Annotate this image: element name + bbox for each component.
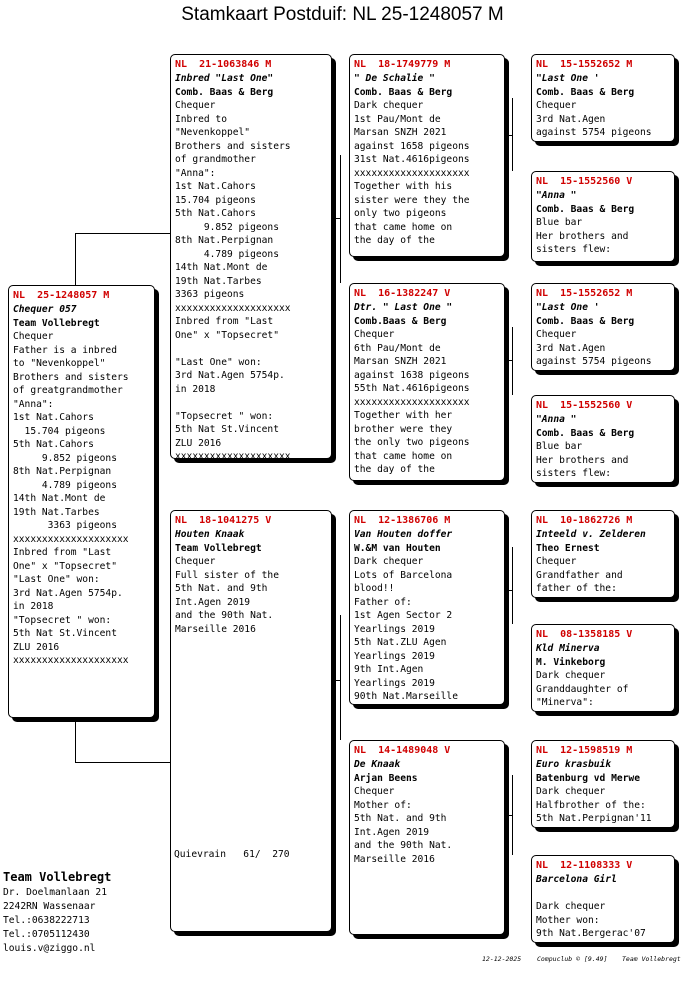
footer-owner: Team Vollebregt xyxy=(622,955,681,963)
connector-line xyxy=(75,762,170,763)
connector-line xyxy=(512,327,513,395)
pigeon-name: Dtr. " Last One " xyxy=(354,302,453,313)
pedigree-line: 31st Nat.4616pigeons xyxy=(354,154,470,165)
breeder-city: 2242RN Wassenaar xyxy=(3,901,96,912)
pedigree-line: 6th Pau/Mont de xyxy=(354,342,441,354)
pedigree-line: Marseille 2016 xyxy=(175,623,256,635)
ring-number: NL 18-1749779 M xyxy=(354,59,451,70)
owner-name: Comb. Baas & Berg xyxy=(536,86,635,98)
pedigree-line: Her brothers and xyxy=(536,454,629,466)
pedigree-line: that came home on xyxy=(354,450,453,462)
pedigree-line: Halfbrother of the: xyxy=(536,799,646,811)
pedigree-line: Granddaughter of xyxy=(536,683,629,695)
pedigree-line: the day of the xyxy=(354,235,435,246)
owner-name: W.&M van Houten xyxy=(354,542,441,554)
pedigree-line: Brothers and sisters xyxy=(13,371,129,383)
breeder-name: Team Vollebregt xyxy=(3,870,112,884)
pedigree-line: Yearlings 2019 xyxy=(354,623,435,635)
pedigree-line: One" x "Topsecret" xyxy=(175,329,279,341)
pedigree-line: Marseille 2016 xyxy=(354,853,435,865)
pedigree-line: of grandmother xyxy=(175,154,256,165)
pedigree-line: 3rd Nat.Agen 5754p. xyxy=(13,587,123,599)
pedigree-line: "Topsecret " won: xyxy=(13,614,112,626)
pedigree-line: xxxxxxxxxxxxxxxxxxxx xyxy=(354,167,470,179)
ring-number: NL 25-1248057 M xyxy=(13,290,110,301)
pedigree-line: in 2018 xyxy=(13,601,54,612)
pedigree-line: Mother won: xyxy=(536,914,600,926)
pedigree-line: to "Nevenkoppel" xyxy=(13,358,106,369)
pedigree-line: Inbred from "Last xyxy=(13,547,112,558)
pedigree-line: Blue bar xyxy=(536,441,583,452)
pedigree-line: "Anna": xyxy=(13,398,54,410)
pigeon-card-fmf xyxy=(531,283,675,371)
pigeon-name: Inbred "Last One" xyxy=(175,73,274,84)
pedigree-line: 5th Nat.Cahors xyxy=(13,439,94,450)
pedigree-line: 19th Nat.Tarbes xyxy=(13,506,100,518)
owner-name: Comb. Baas & Berg xyxy=(175,86,274,98)
pedigree-line: Mother of: xyxy=(354,799,412,811)
pedigree-line: Yearlings 2019 xyxy=(354,677,435,689)
pedigree-line: 4.789 pigeons xyxy=(175,248,279,260)
owner-name: Batenburg vd Merwe xyxy=(536,772,640,784)
pedigree-line: Together with her xyxy=(354,410,453,421)
pigeon-card-ff xyxy=(349,54,505,257)
owner-name: Comb. Baas & Berg xyxy=(536,203,635,215)
ring-number: NL 14-1489048 V xyxy=(354,745,451,756)
pedigree-line: of greatgrandmother xyxy=(13,385,123,396)
pedigree-line: Chequer xyxy=(13,331,54,342)
connector-line xyxy=(505,360,513,361)
connector-line xyxy=(340,615,341,740)
connector-line xyxy=(505,590,513,591)
pedigree-line: "Last One" won: xyxy=(13,574,100,585)
pedigree-line: Chequer xyxy=(354,786,395,797)
pedigree-line: 5th Nat.ZLU Agen xyxy=(354,637,447,648)
owner-name: Comb. Baas & Berg xyxy=(536,315,635,327)
pedigree-line: in 2018 xyxy=(175,383,216,395)
pedigree-line: sisters flew: xyxy=(536,244,612,255)
pedigree-line: 15.704 pigeons xyxy=(13,425,106,437)
pedigree-line: Chequer xyxy=(175,100,216,111)
owner-name: M. Vinkeborg xyxy=(536,656,606,668)
page-title: Stamkaart Postduif: NL 25-1248057 M xyxy=(181,4,504,25)
pedigree-line: Full sister of the xyxy=(175,569,279,581)
pedigree-line: Dark chequer xyxy=(354,556,424,567)
pedigree-line: Dark chequer xyxy=(354,100,424,111)
pedigree-line: Chequer xyxy=(536,556,577,567)
pedigree-line: against 5754 pigeons xyxy=(536,127,652,138)
pedigree-line: Chequer xyxy=(536,100,577,111)
pigeon-name: Euro krasbuik xyxy=(536,759,612,770)
pedigree-line: that came home on xyxy=(354,221,453,233)
ring-number: NL 12-1386706 M xyxy=(354,515,451,526)
pedigree-line: Together with his xyxy=(354,181,453,192)
pedigree-line: 1st Pau/Mont de xyxy=(354,113,441,125)
pedigree-line: Lots of Barcelona xyxy=(354,569,453,581)
pigeon-card-mm xyxy=(349,740,505,935)
pedigree-line: 15.704 pigeons xyxy=(175,194,256,206)
pedigree-line: "Last One" won: xyxy=(175,356,262,368)
pedigree-line: 8th Nat.Perpignan xyxy=(175,235,274,246)
pedigree-line: 3363 pigeons xyxy=(13,520,117,531)
pedigree-line: xxxxxxxxxxxxxxxxxxxx xyxy=(354,396,470,408)
pedigree-line: sisters flew: xyxy=(536,468,612,479)
pedigree-line: "Minerva": xyxy=(536,697,594,708)
breeder-address: Dr. Doelmanlaan 21 xyxy=(3,887,107,898)
ring-number: NL 15-1552652 M xyxy=(536,59,633,70)
ring-number: NL 08-1358185 V xyxy=(536,629,633,640)
pigeon-card-mfm xyxy=(531,624,675,712)
pedigree-line: 5th Nat.Cahors xyxy=(175,208,256,219)
pedigree-line: Marsan SNZH 2021 xyxy=(354,127,447,138)
race-result-tail: Quievrain 61/ 270 xyxy=(174,849,290,860)
breeder-info xyxy=(3,868,111,956)
pedigree-line: Dark chequer xyxy=(536,901,606,912)
pigeon-name: Barcelona Girl xyxy=(536,874,617,885)
pedigree-line: the only two pigeons xyxy=(354,437,470,448)
pedigree-line: the day of the xyxy=(354,464,435,475)
owner-name: Comb. Baas & Berg xyxy=(536,427,635,439)
pedigree-line: xxxxxxxxxxxxxxxxxxxx xyxy=(175,451,291,459)
pigeon-card-fm xyxy=(349,283,505,481)
connector-line xyxy=(512,547,513,624)
breeder-phone-1: Tel.:0638222713 xyxy=(3,915,90,926)
pigeon-name: "Last One ' xyxy=(536,73,600,84)
pedigree-line: ZLU 2016 xyxy=(13,641,60,653)
pigeon-name: Chequer 057 xyxy=(13,304,77,315)
pigeon-card-main xyxy=(8,285,155,718)
pedigree-line: 9.852 pigeons xyxy=(13,452,117,464)
connector-line xyxy=(505,815,513,816)
connector-line xyxy=(75,718,76,763)
pigeon-card-fmm xyxy=(531,395,675,483)
pedigree-line: sister were they the xyxy=(354,194,470,206)
pigeon-name: "Anna " xyxy=(536,414,577,425)
connector-line xyxy=(75,233,76,285)
connector-line xyxy=(332,218,341,219)
connector-line xyxy=(505,135,513,136)
pedigree-line: Int.Agen 2019 xyxy=(354,826,430,838)
pedigree-line: 4.789 pigeons xyxy=(13,479,117,491)
pedigree-line: 9.852 pigeons xyxy=(175,221,279,233)
pedigree-line: Father is a inbred xyxy=(13,344,117,356)
pigeon-name: De Knaak xyxy=(354,759,401,770)
pedigree-line: Her brothers and xyxy=(536,230,629,242)
owner-name: Comb.Baas & Berg xyxy=(354,315,447,327)
pedigree-line: 3363 pigeons xyxy=(175,289,245,300)
pedigree-line: 1st Agen Sector 2 xyxy=(354,610,453,621)
ring-number: NL 15-1552560 V xyxy=(536,400,633,411)
pedigree-line: Int.Agen 2019 xyxy=(175,596,251,608)
pedigree-line: 9th Nat.Bergerac'07 xyxy=(536,928,646,939)
pedigree-line: Blue bar xyxy=(536,217,583,228)
pedigree-line: Chequer xyxy=(354,329,395,340)
pigeon-card-mf xyxy=(349,510,505,705)
owner-name xyxy=(536,887,671,901)
pedigree-line: xxxxxxxxxxxxxxxxxxxx xyxy=(175,302,291,314)
owner-name: Theo Ernest xyxy=(536,542,600,554)
pedigree-line: 14th Nat.Mont de xyxy=(175,262,268,273)
pedigree-line: xxxxxxxxxxxxxxxxxxxx xyxy=(13,655,129,666)
pedigree-line: blood!! xyxy=(354,583,395,594)
pedigree-line: and the 90th Nat. xyxy=(354,840,453,851)
ring-number: NL 12-1598519 M xyxy=(536,745,633,756)
pigeon-name: Inteeld v. Zelderen xyxy=(536,529,646,540)
pedigree-line: 3rd Nat.Agen 5754p. xyxy=(175,370,285,381)
pedigree-line: 90th Nat.Marseille xyxy=(354,691,458,702)
pedigree-line: 5th Nat. and 9th xyxy=(175,583,268,594)
pedigree-line: 19th Nat.Tarbes xyxy=(175,275,262,287)
pedigree-line: and the 90th Nat. xyxy=(175,610,274,621)
ring-number: NL 12-1108333 V xyxy=(536,860,633,871)
pigeon-card-mmf xyxy=(531,740,675,828)
ring-number: NL 18-1041275 V xyxy=(175,515,272,526)
pedigree-line: 3rd Nat.Agen xyxy=(536,342,606,354)
pedigree-line xyxy=(175,342,328,356)
breeder-email: louis.v@ziggo.nl xyxy=(3,943,96,954)
pedigree-line: 1st Nat.Cahors xyxy=(13,412,94,423)
pedigree-line: 14th Nat.Mont de xyxy=(13,493,106,504)
pedigree-line: 5th Nat St.Vincent xyxy=(175,424,279,435)
pedigree-line: Dark chequer xyxy=(536,786,606,797)
pedigree-line: "Topsecret " won: xyxy=(175,410,274,422)
pedigree-line: brother were they xyxy=(354,423,453,435)
pigeon-card-ffm xyxy=(531,171,675,262)
ring-number: NL 15-1552652 M xyxy=(536,288,633,299)
footer-date: 12-12-2025 xyxy=(482,955,522,963)
pedigree-line: against 5754 pigeons xyxy=(536,356,652,367)
pigeon-card-fff xyxy=(531,54,675,142)
ring-number: NL 21-1063846 M xyxy=(175,59,272,70)
pedigree-line: only two pigeons xyxy=(354,208,447,219)
owner-name: Team Vollebregt xyxy=(13,317,100,329)
pedigree-line: ZLU 2016 xyxy=(175,437,222,449)
pedigree-line: Inbred to xyxy=(175,113,227,125)
pedigree-line: father of the: xyxy=(536,583,617,594)
connector-line xyxy=(340,155,341,283)
pigeon-name: " De Schalie " xyxy=(354,73,435,84)
pigeon-name: "Last One ' xyxy=(536,302,600,313)
pigeon-card-mff xyxy=(531,510,675,598)
pedigree-line: 5th Nat St.Vincent xyxy=(13,628,117,639)
owner-name: Comb. Baas & Berg xyxy=(354,86,453,98)
pedigree-line: against 1658 pigeons xyxy=(354,140,470,152)
pigeon-card-father xyxy=(170,54,332,459)
pedigree-line: "Anna": xyxy=(175,167,216,179)
pedigree-line: Yearlings 2019 xyxy=(354,650,435,662)
ring-number: NL 16-1382247 V xyxy=(354,288,451,299)
breeder-phone-2: Tel.:0705112430 xyxy=(3,929,90,940)
pedigree-line: Grandfather and xyxy=(536,569,623,581)
pedigree-line: 55th Nat.4616pigeons xyxy=(354,383,470,394)
owner-name: Arjan Beens xyxy=(354,772,418,784)
pedigree-line: "Nevenkoppel" xyxy=(175,127,251,138)
connector-line xyxy=(332,680,341,681)
pedigree-line: xxxxxxxxxxxxxxxxxxxx xyxy=(13,533,129,545)
ring-number: NL 15-1552560 V xyxy=(536,176,633,187)
pedigree-line: 5th Nat. and 9th xyxy=(354,813,447,824)
pedigree-line: Marsan SNZH 2021 xyxy=(354,356,447,367)
pedigree-line: 3rd Nat.Agen xyxy=(536,113,606,125)
pedigree-line: Brothers and sisters xyxy=(175,140,291,152)
pedigree-line: 5th Nat.Perpignan'11 xyxy=(536,813,652,824)
pedigree-line: 9th Int.Agen xyxy=(354,664,424,675)
pedigree-line: 8th Nat.Perpignan xyxy=(13,466,112,477)
pedigree-line: Inbred from "Last xyxy=(175,316,274,327)
pedigree-line xyxy=(175,396,328,410)
pigeon-name: "Anna " xyxy=(536,190,577,201)
pigeon-name: Van Houten doffer xyxy=(354,529,453,540)
pigeon-card-mother xyxy=(170,510,332,932)
pedigree-line: 1st Nat.Cahors xyxy=(175,181,256,192)
ring-number: NL 10-1862726 M xyxy=(536,515,633,526)
pedigree-line: Dark chequer xyxy=(536,670,606,681)
footer-software: Compuclub © [9.49] xyxy=(537,955,608,963)
pedigree-line: Father of: xyxy=(354,596,412,608)
connector-line xyxy=(75,233,170,234)
pedigree-line: Chequer xyxy=(175,556,216,567)
pigeon-card-mmm xyxy=(531,855,675,943)
owner-name: Team Vollebregt xyxy=(175,542,262,554)
pedigree-line: against 1638 pigeons xyxy=(354,369,470,381)
pigeon-name: Houten Knaak xyxy=(175,529,245,540)
pedigree-line: Chequer xyxy=(536,329,577,340)
pigeon-name: Kld Minerva xyxy=(536,643,600,654)
pedigree-line: One" x "Topsecret" xyxy=(13,560,117,572)
